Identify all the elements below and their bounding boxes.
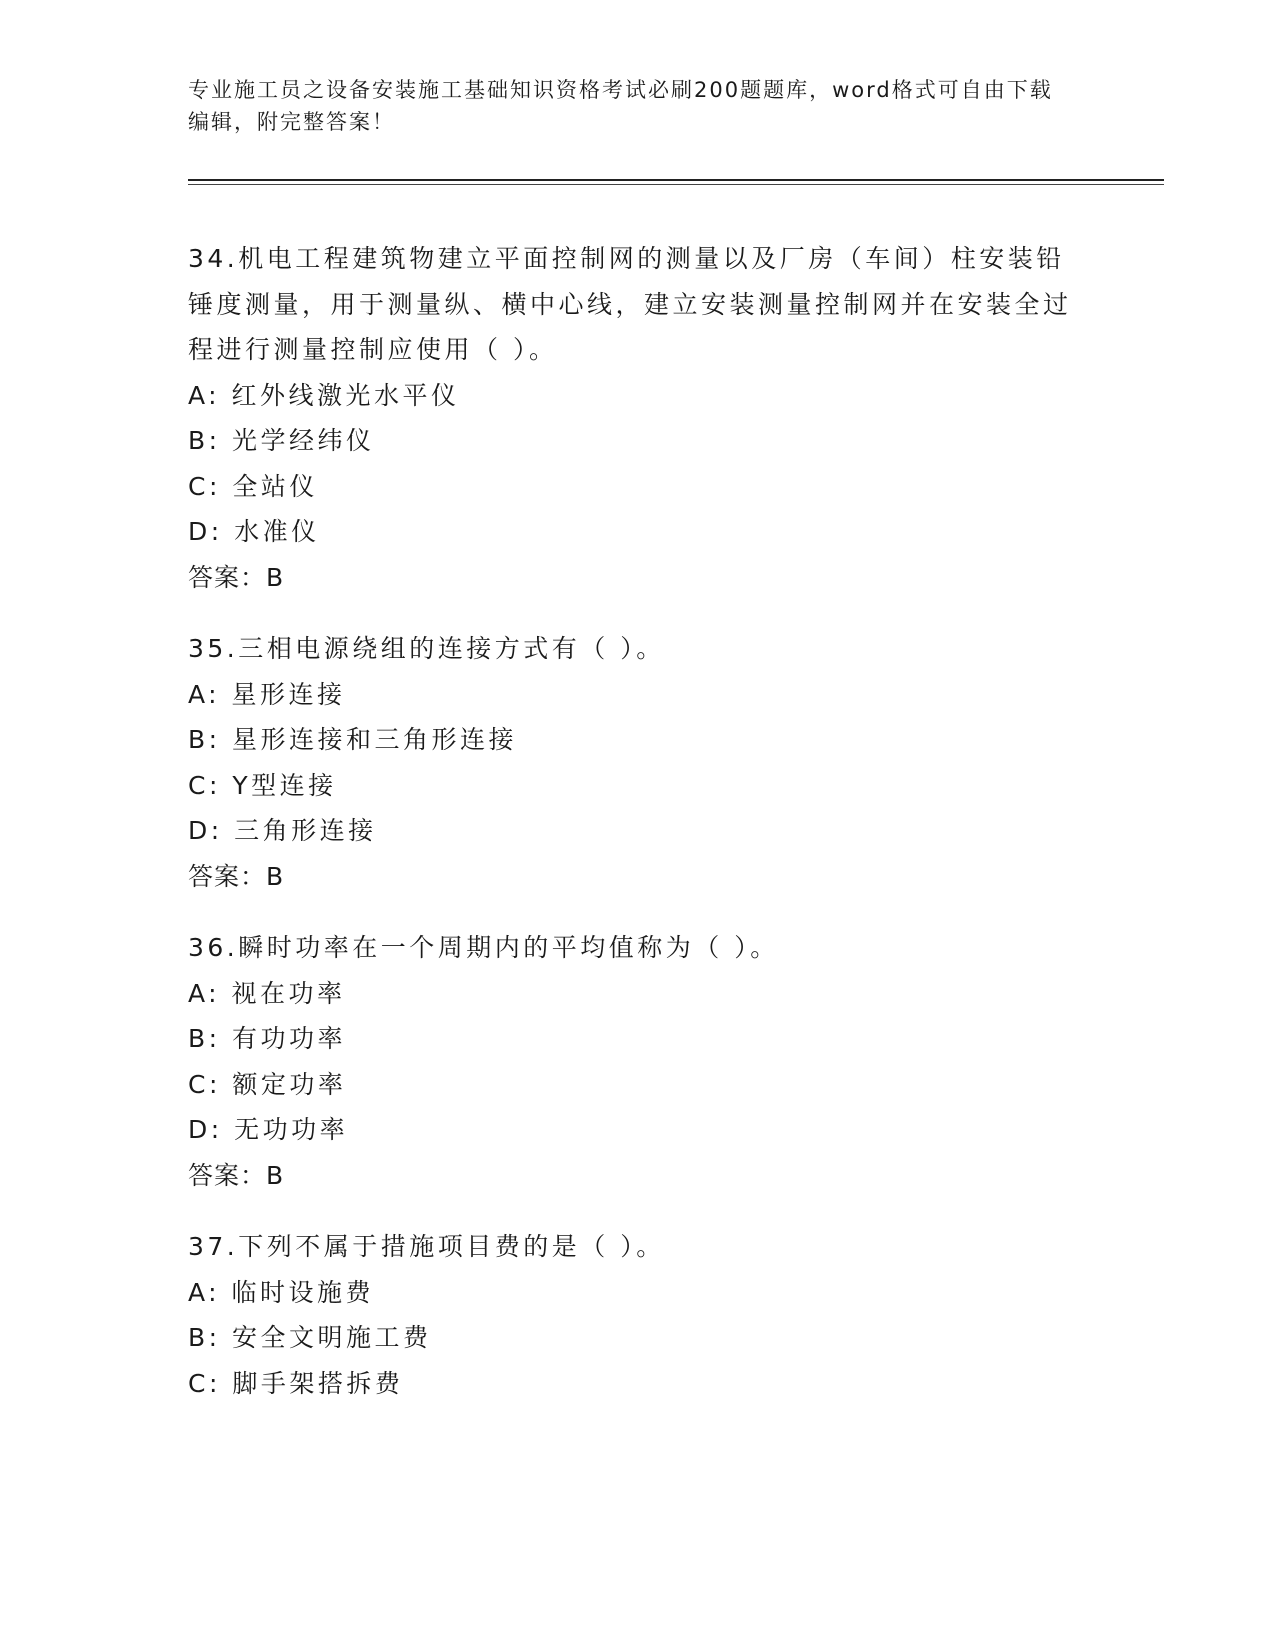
- question-34: [188, 236, 1088, 600]
- question-37: [188, 1224, 1088, 1406]
- option-d: D: 无功功率: [188, 1115, 349, 1144]
- option-a: A: 视在功率: [188, 978, 346, 1008]
- option-b: B: 星形连接和三角形连接: [188, 725, 518, 754]
- document-header: 专业施工员之设备安装施工基础知识资格考试必刷200题题库，word格式可自由下载编辑，附完整答案！: [188, 78, 1053, 134]
- header-divider-thick: [188, 179, 1164, 181]
- option-a: A: 星形连接: [188, 679, 346, 709]
- question-list: [188, 236, 1088, 1432]
- answer-line: 答案：B: [188, 562, 285, 592]
- question-stem: 37.下列不属于措施项目费的是（ ）。: [188, 1232, 665, 1261]
- option-c: C: 额定功率: [188, 1069, 347, 1099]
- question-stem: 34.机电工程建筑物建立平面控制网的测量以及厂房（车间）柱安装铅锤度测量，用于测量纵、横中心线，建立安装测量控制网并在安装全过程进行测量控制应使用（ ）。: [188, 244, 1072, 364]
- option-a: A: 红外线激光水平仪: [188, 380, 460, 410]
- answer-line: 答案：B: [188, 861, 285, 891]
- option-a: A: 临时设施费: [188, 1277, 375, 1307]
- option-c: C: 全站仪: [188, 471, 318, 501]
- option-d: D: 三角形连接: [188, 816, 377, 845]
- question-stem: 36.瞬时功率在一个周期内的平均值称为（ ）。: [188, 933, 779, 962]
- option-b: B: 光学经纬仪: [188, 426, 375, 455]
- question-36: [188, 925, 1088, 1198]
- header-divider-thin: [188, 184, 1164, 185]
- option-b: B: 有功功率: [188, 1024, 347, 1053]
- option-b: B: 安全文明施工费: [188, 1323, 432, 1352]
- option-c: C: Y型连接: [188, 770, 337, 800]
- option-c: C: 脚手架搭拆费: [188, 1368, 404, 1398]
- question-35: [188, 626, 1088, 899]
- question-stem: 35.三相电源绕组的连接方式有（ ）。: [188, 634, 665, 663]
- answer-line: 答案：B: [188, 1160, 285, 1190]
- option-d: D: 水准仪: [188, 517, 320, 546]
